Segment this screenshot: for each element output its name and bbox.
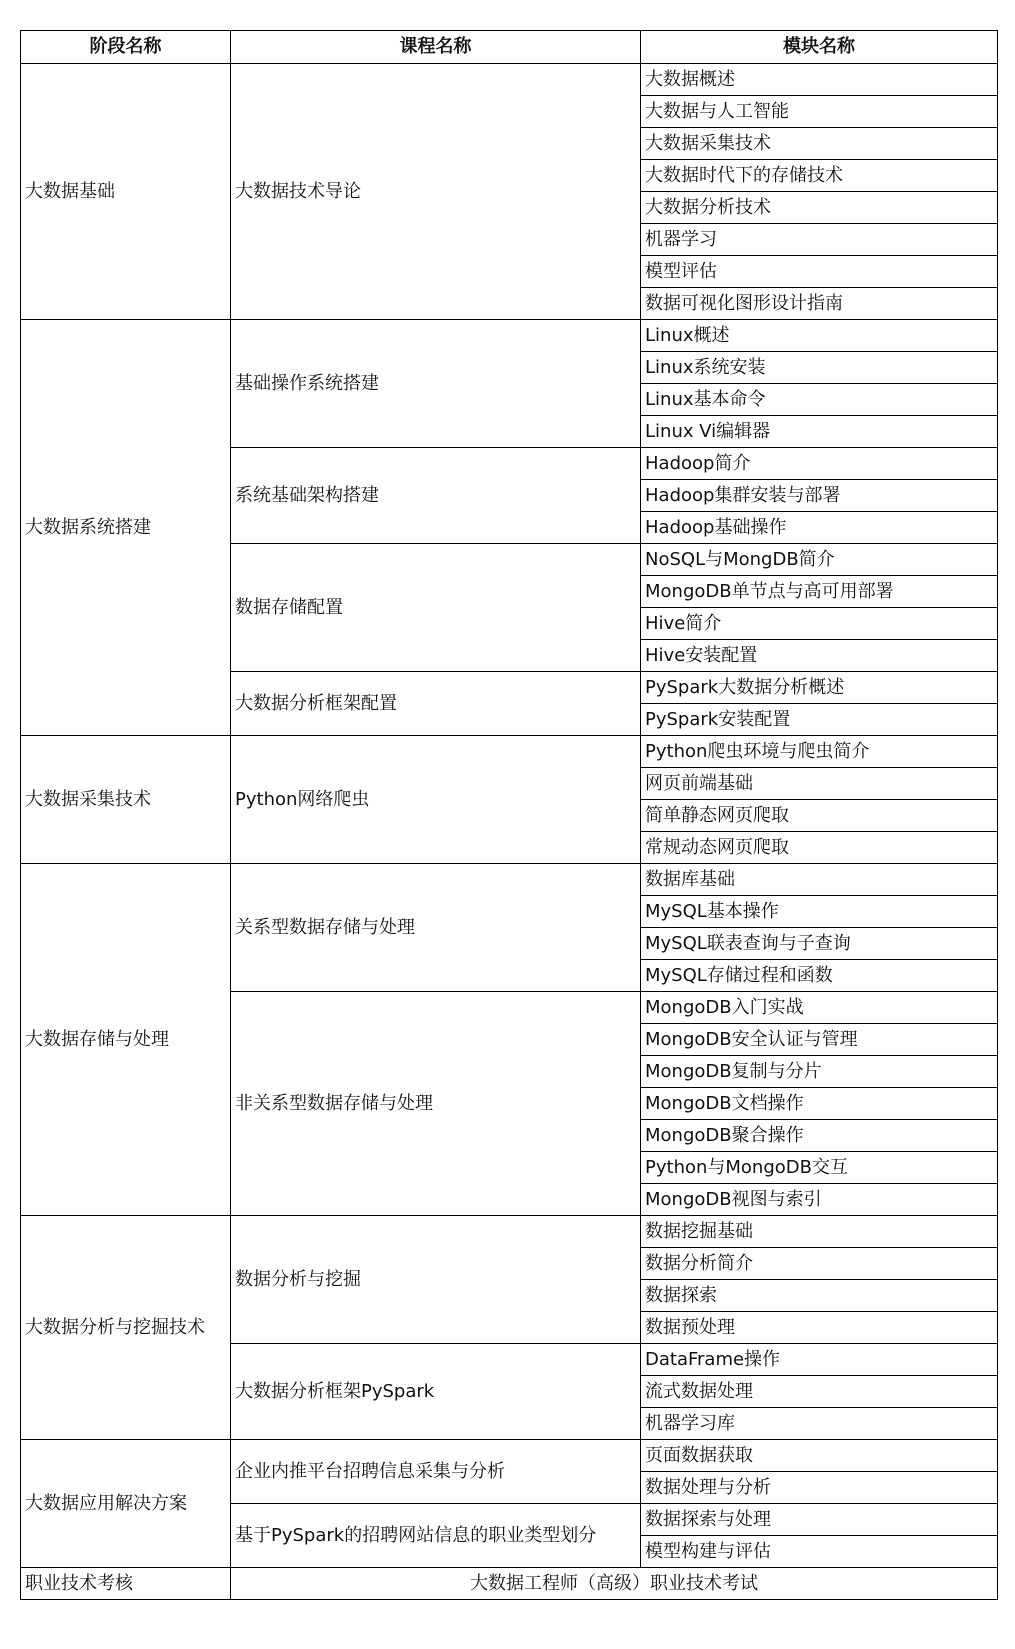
module-name-cell: 大数据与人工智能 xyxy=(641,96,998,128)
module-name-cell: 模型评估 xyxy=(641,256,998,288)
header-row xyxy=(21,31,998,64)
module-name-cell: MongoDB入门实战 xyxy=(641,992,998,1024)
module-name-cell: MongoDB聚合操作 xyxy=(641,1120,998,1152)
module-name-cell: 数据预处理 xyxy=(641,1312,998,1344)
table-row xyxy=(21,1440,998,1472)
module-name-cell: 简单静态网页爬取 xyxy=(641,800,998,832)
module-name-cell: 大数据分析技术 xyxy=(641,192,998,224)
course-name-cell: 系统基础架构搭建 xyxy=(231,448,641,544)
table-row xyxy=(21,320,998,352)
module-name-cell: 数据库基础 xyxy=(641,864,998,896)
module-name-cell: MySQL联表查询与子查询 xyxy=(641,928,998,960)
module-name-cell: MongoDB视图与索引 xyxy=(641,1184,998,1216)
table-header xyxy=(21,31,998,64)
module-name-cell: Linux概述 xyxy=(641,320,998,352)
module-name-cell: Python与MongoDB交互 xyxy=(641,1152,998,1184)
module-name-cell: 模型构建与评估 xyxy=(641,1536,998,1568)
module-name-cell: PySpark大数据分析概述 xyxy=(641,672,998,704)
course-name-cell: 大数据分析框架配置 xyxy=(231,672,641,736)
stage-name-cell: 大数据应用解决方案 xyxy=(21,1440,231,1568)
course-name-cell: Python网络爬虫 xyxy=(231,736,641,864)
module-name-cell: 网页前端基础 xyxy=(641,768,998,800)
stage-name-cell: 大数据基础 xyxy=(21,64,231,320)
module-name-cell: 大数据时代下的存储技术 xyxy=(641,160,998,192)
module-name-cell: 流式数据处理 xyxy=(641,1376,998,1408)
table-row xyxy=(21,736,998,768)
module-name-cell: MongoDB复制与分片 xyxy=(641,1056,998,1088)
module-name-cell: MongoDB安全认证与管理 xyxy=(641,1024,998,1056)
course-name-cell: 数据分析与挖掘 xyxy=(231,1216,641,1344)
module-name-cell: PySpark安装配置 xyxy=(641,704,998,736)
stage-name-cell: 大数据系统搭建 xyxy=(21,320,231,736)
module-name-cell: 机器学习 xyxy=(641,224,998,256)
module-name-cell: 大数据采集技术 xyxy=(641,128,998,160)
module-name-cell: Hadoop集群安装与部署 xyxy=(641,480,998,512)
curriculum-table xyxy=(20,30,998,1600)
footer-row xyxy=(21,1568,998,1600)
module-name-cell: NoSQL与MongDB简介 xyxy=(641,544,998,576)
course-name-cell: 企业内推平台招聘信息采集与分析 xyxy=(231,1440,641,1504)
table-body xyxy=(21,64,998,1600)
module-name-cell: MongoDB单节点与高可用部署 xyxy=(641,576,998,608)
module-name-cell: Hadoop简介 xyxy=(641,448,998,480)
module-name-cell: DataFrame操作 xyxy=(641,1344,998,1376)
module-name-cell: Linux Vi编辑器 xyxy=(641,416,998,448)
table-row xyxy=(21,64,998,96)
header-module-name: 模块名称 xyxy=(641,31,998,64)
module-name-cell: Linux基本命令 xyxy=(641,384,998,416)
course-name-cell: 基于PySpark的招聘网站信息的职业类型划分 xyxy=(231,1504,641,1568)
stage-name-cell: 大数据分析与挖掘技术 xyxy=(21,1216,231,1440)
stage-name-cell: 大数据采集技术 xyxy=(21,736,231,864)
table-row xyxy=(21,1216,998,1248)
module-name-cell: Hive简介 xyxy=(641,608,998,640)
stage-name-cell: 大数据存储与处理 xyxy=(21,864,231,1216)
module-name-cell: Hive安装配置 xyxy=(641,640,998,672)
module-name-cell: 数据探索与处理 xyxy=(641,1504,998,1536)
header-course-name: 课程名称 xyxy=(231,31,641,64)
course-name-cell: 基础操作系统搭建 xyxy=(231,320,641,448)
table-row xyxy=(21,864,998,896)
course-name-cell: 大数据技术导论 xyxy=(231,64,641,320)
module-name-cell: Hadoop基础操作 xyxy=(641,512,998,544)
module-name-cell: 数据可视化图形设计指南 xyxy=(641,288,998,320)
header-stage-name: 阶段名称 xyxy=(21,31,231,64)
course-name-cell: 关系型数据存储与处理 xyxy=(231,864,641,992)
course-name-cell: 数据存储配置 xyxy=(231,544,641,672)
module-name-cell: 数据探索 xyxy=(641,1280,998,1312)
module-name-cell: 数据处理与分析 xyxy=(641,1472,998,1504)
module-name-cell: MongoDB文档操作 xyxy=(641,1088,998,1120)
module-name-cell: Python爬虫环境与爬虫简介 xyxy=(641,736,998,768)
exam-cell: 大数据工程师（高级）职业技术考试 xyxy=(231,1568,998,1600)
course-name-cell: 大数据分析框架PySpark xyxy=(231,1344,641,1440)
stage-name-cell: 职业技术考核 xyxy=(21,1568,231,1600)
course-name-cell: 非关系型数据存储与处理 xyxy=(231,992,641,1216)
module-name-cell: MySQL存储过程和函数 xyxy=(641,960,998,992)
module-name-cell: Linux系统安装 xyxy=(641,352,998,384)
module-name-cell: 常规动态网页爬取 xyxy=(641,832,998,864)
module-name-cell: 大数据概述 xyxy=(641,64,998,96)
module-name-cell: MySQL基本操作 xyxy=(641,896,998,928)
module-name-cell: 数据分析简介 xyxy=(641,1248,998,1280)
module-name-cell: 数据挖掘基础 xyxy=(641,1216,998,1248)
module-name-cell: 页面数据获取 xyxy=(641,1440,998,1472)
module-name-cell: 机器学习库 xyxy=(641,1408,998,1440)
